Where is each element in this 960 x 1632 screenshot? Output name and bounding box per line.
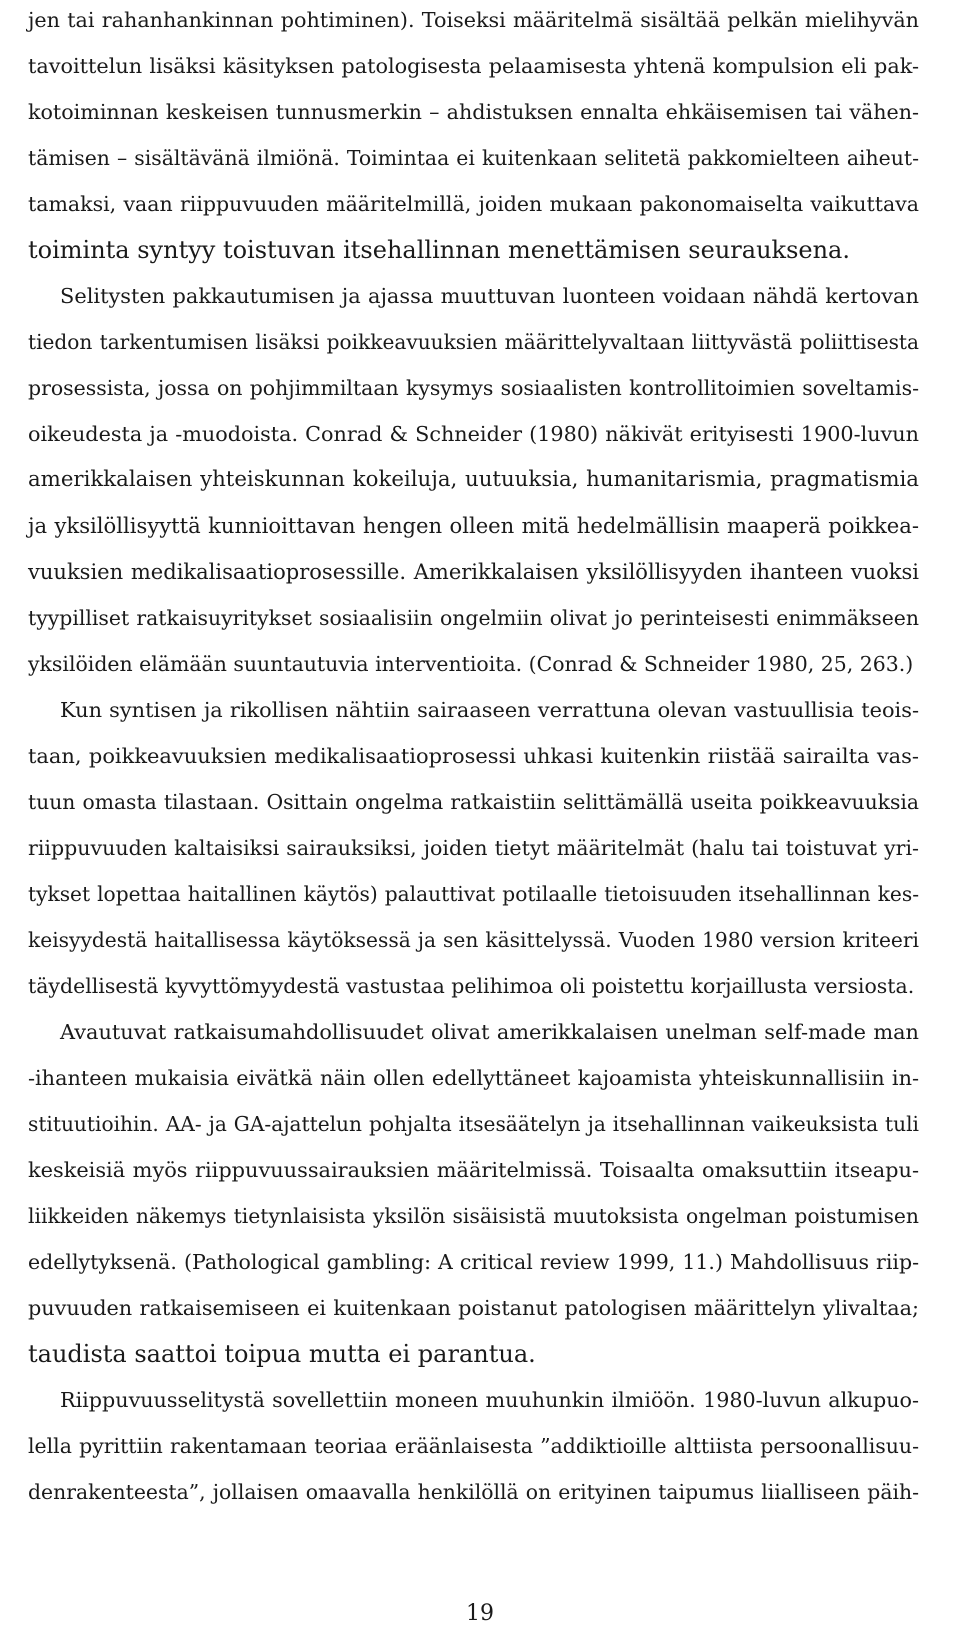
text-line: oikeudesta ja -muodoista. Conrad & Schneider (1980) näkivät erityisesti 1900-luvun (28, 422, 919, 446)
text-line: Kun syntisen ja rikollisen nähtiin sairaaseen verrattuna olevan vastuullisia teois- (60, 698, 919, 722)
text-line: liikkeiden näkemys tietynlaisista yksilön sisäisistä muutoksista ongelman poistumisen (28, 1204, 919, 1228)
text-line: puvuuden ratkaisemiseen ei kuitenkaan poistanut patologisen määrittelyn ylivaltaa; (28, 1296, 919, 1320)
text-line: toiminta syntyy toistuvan itsehallinnan menettämisen seurauksena. (28, 236, 850, 264)
text-line: keskeisiä myös riippuvuussairauksien määritelmissä. Toisaalta omaksuttiin itseapu- (28, 1158, 919, 1182)
text-line: ja yksilöllisyyttä kunnioittavan hengen olleen mitä hedelmällisin maaperä poikkea- (28, 513, 919, 538)
text-line: tavoittelun lisäksi käsityksen patologisesta pelaamisesta yhtenä kompulsion eli pak- (28, 54, 919, 78)
text-line: kotoiminnan keskeisen tunnusmerkin – ahdistuksen ennalta ehkäisemisen tai vähen- (28, 100, 919, 124)
text-line: prosessista, jossa on pohjimmiltaan kysymys sosiaalisten kontrollitoimien soveltamis- (28, 376, 919, 400)
text-line: Riippuvuusselitystä sovellettiin moneen muuhunkin ilmiöön. 1980-luvun alkupuo- (60, 1388, 919, 1412)
text-line: taan, poikkeavuuksien medikalisaatioprosessi uhkasi kuitenkin riistää sairailta vas- (28, 744, 919, 768)
text-line: tuun omasta tilastaan. Osittain ongelma ratkaistiin selittämällä useita poikkeavuuksia (28, 790, 919, 814)
text-line: denrakenteesta”, jollaisen omaavalla henkilöllä on erityinen taipumus liialliseen päih- (28, 1480, 919, 1504)
text-line: -ihanteen mukaisia eivätkä näin ollen edellyttäneet kajoamista yhteiskunnallisiin in- (28, 1066, 919, 1090)
text-line: Selitysten pakkautumisen ja ajassa muuttuvan luonteen voidaan nähdä kertovan (60, 284, 919, 308)
text-line: tämisen – sisältävänä ilmiönä. Toimintaa ei kuitenkaan selitetä pakkomielteen aiheut- (28, 146, 919, 170)
text-line: stituutioihin. AA- ja GA-ajattelun pohjalta itsesäätelyn ja itsehallinnan vaikeuksista tuli (28, 1112, 919, 1136)
text-line: vuuksien medikalisaatioprosessille. Amerikkalaisen yksilöllisyyden ihanteen vuoksi (28, 559, 919, 584)
text-line: riippuvuuden kaltaisiksi sairauksiksi, joiden tietyt määritelmät (halu tai toistuvat yri- (28, 836, 919, 860)
text-line: amerikkalaisen yhteiskunnan kokeiluja, uutuuksia, humanitarismia, pragmatismia (28, 467, 919, 492)
text-line: yksilöiden elämään suuntautuvia interventioita. (Conrad & Schneider 1980, 25, 263.) (28, 652, 914, 676)
text-line: tiedon tarkentumisen lisäksi poikkeavuuksien määrittelyvaltaan liittyvästä poliittisesta (28, 330, 919, 354)
text-line: edellytyksenä. (Pathological gambling: A critical review 1999, 11.) Mahdollisuus riip- (28, 1250, 919, 1274)
page-number: 19 (466, 1601, 494, 1626)
text-line: jen tai rahanhankinnan pohtiminen). Toiseksi määritelmä sisältää pelkän mielihyvän (28, 8, 919, 32)
text-line: tykset lopettaa haitallinen käytös) palauttivat potilaalle tietoisuuden itsehallinnan kes- (28, 882, 919, 906)
text-line: täydellisestä kyvyttömyydestä vastustaa pelihimoa oli poistettu korjaillusta versiosta. (28, 974, 915, 998)
text-line: tyypilliset ratkaisuyritykset sosiaalisiin ongelmiin olivat jo perinteisesti enimmäkseen (28, 606, 919, 630)
text-line: lella pyrittiin rakentamaan teoriaa eräänlaisesta ”addiktioille alttiista persoonallisuu- (28, 1434, 919, 1458)
text-line: tamaksi, vaan riippuvuuden määritelmillä, joiden mukaan pakonomaiselta vaikuttava (28, 192, 919, 216)
text-line: taudista saattoi toipua mutta ei parantua. (28, 1340, 536, 1368)
text-line: keisyydestä haitallisessa käytöksessä ja sen käsittelyssä. Vuoden 1980 version kriteeri (28, 928, 919, 952)
text-line: Avautuvat ratkaisumahdollisuudet olivat amerikkalaisen unelman self-made man (60, 1020, 919, 1044)
